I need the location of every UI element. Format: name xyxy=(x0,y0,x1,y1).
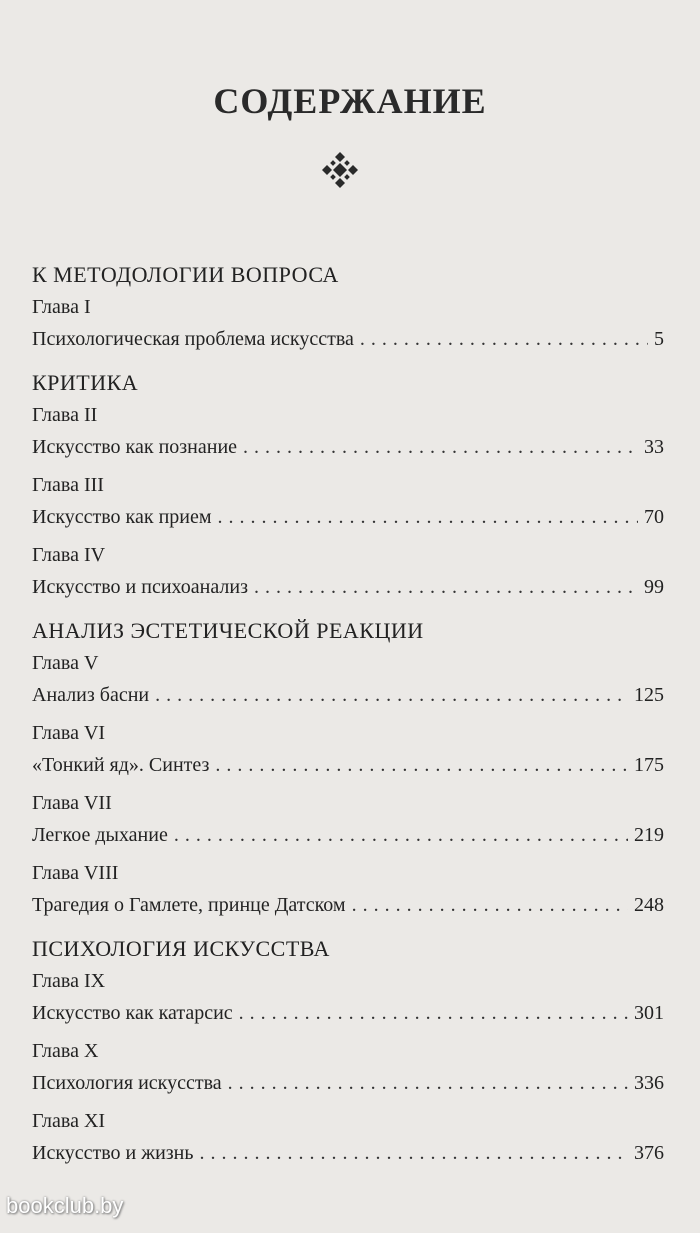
page-number: 5 xyxy=(654,328,664,350)
chapter-title: Психологическая проблема искусства xyxy=(32,328,354,350)
dot-leader xyxy=(228,1066,628,1100)
toc-entry xyxy=(32,430,664,464)
page-number: 219 xyxy=(634,824,664,846)
dot-leader xyxy=(254,570,638,604)
toc-entry xyxy=(32,748,664,782)
page-number: 99 xyxy=(644,576,664,598)
chapter-label: Глава III xyxy=(32,474,104,496)
toc-entry xyxy=(32,500,664,534)
chapter-label: Глава VI xyxy=(32,722,106,744)
dot-leader xyxy=(218,500,638,534)
page-number: 125 xyxy=(634,684,664,706)
toc-entry xyxy=(32,570,664,604)
toc-chapter[interactable] xyxy=(32,1106,664,1170)
toc-entry xyxy=(32,1066,664,1100)
toc-entry xyxy=(32,1136,664,1170)
diamond-ornament-icon xyxy=(320,150,360,190)
toc-entry xyxy=(32,996,664,1030)
toc-chapter[interactable] xyxy=(32,858,664,922)
chapter-label: Глава II xyxy=(32,404,98,426)
page-number: 175 xyxy=(634,754,664,776)
toc-chapter[interactable] xyxy=(32,1036,664,1100)
toc-entry xyxy=(32,322,664,356)
dot-leader xyxy=(215,748,628,782)
chapter-label: Глава I xyxy=(32,296,91,318)
dot-leader xyxy=(352,888,628,922)
chapter-label: Глава IX xyxy=(32,970,106,992)
page-number: 70 xyxy=(644,506,664,528)
toc-chapter[interactable] xyxy=(32,788,664,852)
toc-entry xyxy=(32,888,664,922)
toc-entry xyxy=(32,678,664,712)
section-heading: ПСИХОЛОГИЯ ИСКУССТВА xyxy=(32,936,330,961)
dot-leader xyxy=(200,1136,628,1170)
chapter-title: Искусство как катарсис xyxy=(32,1002,233,1024)
page-number: 248 xyxy=(634,894,664,916)
chapter-title: Психология искусства xyxy=(32,1072,222,1094)
toc-chapter[interactable] xyxy=(32,400,664,464)
toc-chapter[interactable] xyxy=(32,966,664,1030)
section-heading: АНАЛИЗ ЭСТЕТИЧЕСКОЙ РЕАКЦИИ xyxy=(32,618,424,643)
toc-chapter[interactable] xyxy=(32,292,664,356)
table-of-contents xyxy=(32,258,664,1170)
chapter-title: Легкое дыхание xyxy=(32,824,168,846)
chapter-title: Анализ басни xyxy=(32,684,150,706)
section-heading: КРИТИКА xyxy=(32,370,139,395)
page-number: 336 xyxy=(634,1072,664,1094)
chapter-title: Искусство и психоанализ xyxy=(32,576,248,598)
chapter-title: Искусство и жизнь xyxy=(32,1142,194,1164)
chapter-title: «Тонкий яд». Синтез xyxy=(32,754,210,776)
chapter-label: Глава V xyxy=(32,652,99,674)
dot-leader xyxy=(239,996,628,1030)
chapter-title: Искусство как познание xyxy=(32,436,238,458)
chapter-label: Глава VIII xyxy=(32,862,119,884)
page-number: 301 xyxy=(634,1002,664,1024)
page-number: 33 xyxy=(644,436,664,458)
chapter-label: Глава XI xyxy=(32,1110,106,1132)
site-watermark: bookclub.by xyxy=(6,1193,124,1218)
chapter-title: Искусство как прием xyxy=(32,506,212,528)
toc-chapter[interactable] xyxy=(32,540,664,604)
page-number: 376 xyxy=(634,1142,664,1164)
chapter-label: Глава X xyxy=(32,1040,99,1062)
chapter-label: Глава IV xyxy=(32,544,106,566)
dot-leader xyxy=(174,818,628,852)
toc-chapter[interactable] xyxy=(32,470,664,534)
dot-leader xyxy=(360,322,648,356)
dot-leader xyxy=(155,678,628,712)
dot-leader xyxy=(243,430,638,464)
chapter-label: Глава VII xyxy=(32,792,112,814)
toc-chapter[interactable] xyxy=(32,648,664,712)
chapter-title: Трагедия о Гамлете, принце Датском xyxy=(32,894,346,916)
toc-chapter[interactable] xyxy=(32,718,664,782)
section-heading: К МЕТОДОЛОГИИ ВОПРОСА xyxy=(32,262,339,287)
toc-entry xyxy=(32,818,664,852)
page-title: СОДЕРЖАНИЕ xyxy=(213,81,487,121)
